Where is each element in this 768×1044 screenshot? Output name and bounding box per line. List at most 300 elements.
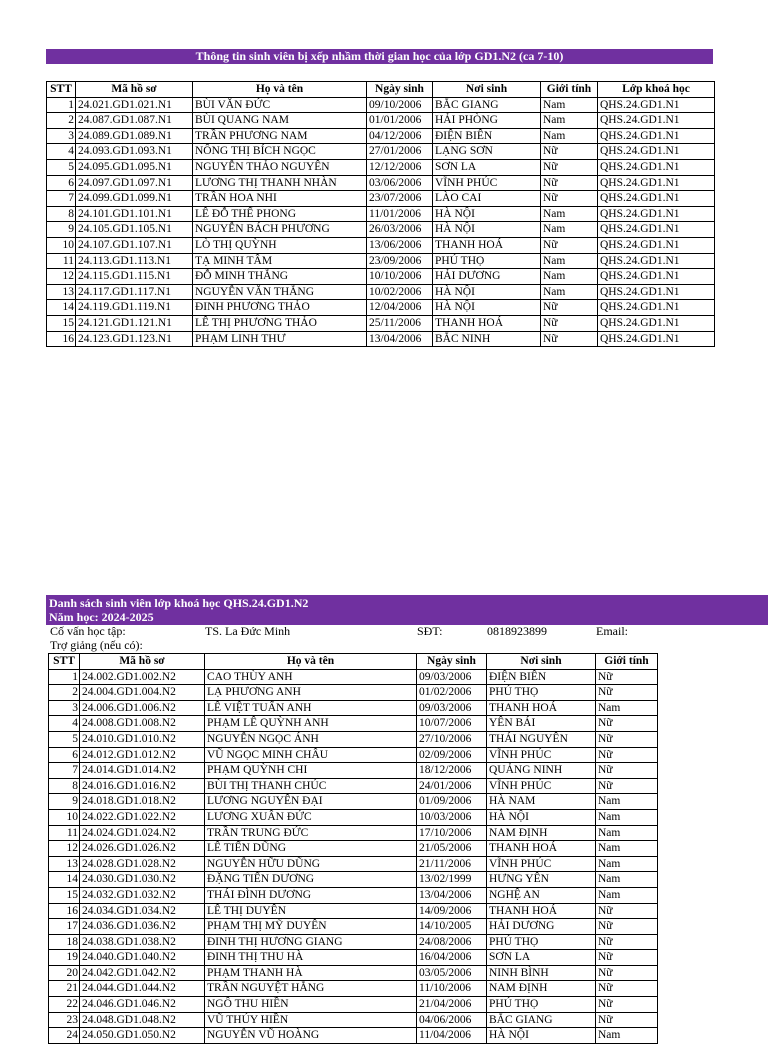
table-row bbox=[47, 237, 715, 253]
table-row bbox=[49, 825, 658, 841]
table-cell: BẮC GIANG bbox=[487, 1012, 596, 1028]
table-cell: 01/01/2006 bbox=[367, 113, 433, 129]
table-cell: TRẦN HOA NHI bbox=[193, 191, 367, 207]
table-cell: QHS.24.GD1.N1 bbox=[598, 128, 715, 144]
table-cell: YÊN BÁI bbox=[487, 716, 596, 732]
table-cell: 1 bbox=[47, 97, 76, 113]
table-cell: PHẠM LINH THƯ bbox=[193, 331, 367, 347]
table-cell: 15 bbox=[49, 887, 80, 903]
table-cell: 12/12/2006 bbox=[367, 159, 433, 175]
table-cell: Nữ bbox=[541, 191, 598, 207]
table-cell: 09/03/2006 bbox=[417, 700, 487, 716]
table-cell: QHS.24.GD1.N1 bbox=[598, 315, 715, 331]
table-cell: 16/04/2006 bbox=[417, 950, 487, 966]
table-row bbox=[49, 903, 658, 919]
table-cell: QHS.24.GD1.N1 bbox=[598, 175, 715, 191]
table-cell: LÊ THỊ DUYÊN bbox=[205, 903, 417, 919]
table-cell: HẢI DƯƠNG bbox=[487, 919, 596, 935]
table-cell: SƠN LA bbox=[487, 950, 596, 966]
table-cell: Nữ bbox=[596, 997, 658, 1013]
table-cell: 24.101.GD1.101.N1 bbox=[76, 206, 193, 222]
table-cell: 13/04/2006 bbox=[367, 331, 433, 347]
table-cell: 24.012.GD1.012.N2 bbox=[80, 747, 205, 763]
table-cell: 04/06/2006 bbox=[417, 1012, 487, 1028]
table-cell: TRẦN NGUYỆT HẰNG bbox=[205, 981, 417, 997]
table-cell: 6 bbox=[49, 747, 80, 763]
table-cell: LÀO CAI bbox=[433, 191, 541, 207]
table-cell: 26/03/2006 bbox=[367, 222, 433, 238]
table-row bbox=[47, 206, 715, 222]
table-cell: LƯƠNG THỊ THANH NHÀN bbox=[193, 175, 367, 191]
table-cell: Nữ bbox=[541, 331, 598, 347]
table-cell: HÀ NỘI bbox=[433, 222, 541, 238]
table-cell: 24.117.GD1.117.N1 bbox=[76, 284, 193, 300]
table-cell: Nam bbox=[596, 887, 658, 903]
table-cell: NGUYỄN NGỌC ÁNH bbox=[205, 731, 417, 747]
table-cell: ĐINH THỊ THU HÀ bbox=[205, 950, 417, 966]
phone-value: 0818923899 bbox=[487, 624, 547, 638]
table-cell: 24.006.GD1.006.N2 bbox=[80, 700, 205, 716]
table-cell: BẮC NINH bbox=[433, 331, 541, 347]
table-cell: 23 bbox=[49, 1012, 80, 1028]
table-cell: 14 bbox=[49, 872, 80, 888]
table-cell: HÀ NỘI bbox=[487, 1028, 596, 1044]
advisor-name: TS. La Đức Minh bbox=[205, 624, 291, 638]
table-cell: 09/03/2006 bbox=[417, 669, 487, 685]
table-cell: NGUYỄN HỮU DŨNG bbox=[205, 856, 417, 872]
table-cell: 10/10/2006 bbox=[367, 269, 433, 285]
table-cell: 17 bbox=[49, 919, 80, 935]
column-header: STT bbox=[49, 654, 80, 670]
table-cell: LẠNG SƠN bbox=[433, 144, 541, 160]
table-cell: Nam bbox=[596, 700, 658, 716]
table-row bbox=[49, 872, 658, 888]
table-cell: ĐIỆN BIÊN bbox=[433, 128, 541, 144]
table-cell: 01/09/2006 bbox=[417, 794, 487, 810]
table-cell: HƯNG YÊN bbox=[487, 872, 596, 888]
table-cell: NAM ĐỊNH bbox=[487, 825, 596, 841]
table-cell: 17/10/2006 bbox=[417, 825, 487, 841]
table-cell: NGUYỄN BÁCH PHƯƠNG bbox=[193, 222, 367, 238]
table-cell: QHS.24.GD1.N1 bbox=[598, 159, 715, 175]
table-cell: NGHỆ AN bbox=[487, 887, 596, 903]
table-cell: Nam bbox=[596, 794, 658, 810]
table-cell: 3 bbox=[49, 700, 80, 716]
table-cell: 01/02/2006 bbox=[417, 685, 487, 701]
table-cell: 24.042.GD1.042.N2 bbox=[80, 965, 205, 981]
table-cell: 25/11/2006 bbox=[367, 315, 433, 331]
table-row bbox=[47, 284, 715, 300]
table-cell: Nam bbox=[596, 841, 658, 857]
table-cell: 24.036.GD1.036.N2 bbox=[80, 919, 205, 935]
table-cell: 10/07/2006 bbox=[417, 716, 487, 732]
table-cell: Nam bbox=[541, 113, 598, 129]
table-cell: 11/04/2006 bbox=[417, 1028, 487, 1044]
table-cell: LÊ TIẾN DŨNG bbox=[205, 841, 417, 857]
table-cell: 2 bbox=[49, 685, 80, 701]
table-cell: QHS.24.GD1.N1 bbox=[598, 191, 715, 207]
table-row bbox=[49, 685, 658, 701]
table-cell: 3 bbox=[47, 128, 76, 144]
table-cell: 21/04/2006 bbox=[417, 997, 487, 1013]
table-row bbox=[47, 97, 715, 113]
table-cell: 24.016.GD1.016.N2 bbox=[80, 778, 205, 794]
table-cell: 24.097.GD1.097.N1 bbox=[76, 175, 193, 191]
table-cell: PHÚ THỌ bbox=[487, 934, 596, 950]
table-cell: 24.032.GD1.032.N2 bbox=[80, 887, 205, 903]
table-cell: VŨ THÚY HIỀN bbox=[205, 1012, 417, 1028]
table-row bbox=[49, 1012, 658, 1028]
table-cell: VĨNH PHÚC bbox=[487, 856, 596, 872]
table-cell: Nữ bbox=[596, 934, 658, 950]
table-cell: QHS.24.GD1.N1 bbox=[598, 144, 715, 160]
table-row bbox=[47, 159, 715, 175]
table-cell: 10 bbox=[47, 237, 76, 253]
table-cell: NGÔ THU HIỀN bbox=[205, 997, 417, 1013]
column-header: Ngày sinh bbox=[417, 654, 487, 670]
table-cell: HẢI PHÒNG bbox=[433, 113, 541, 129]
table-cell: 11/01/2006 bbox=[367, 206, 433, 222]
table-cell: 24.004.GD1.004.N2 bbox=[80, 685, 205, 701]
table-cell: NGUYỄN THẢO NGUYÊN bbox=[193, 159, 367, 175]
table-row bbox=[47, 253, 715, 269]
table-cell: 16 bbox=[47, 331, 76, 347]
section2-title: Danh sách sinh viên lớp khoá học QHS.24.GD1.N2 bbox=[49, 596, 309, 610]
table-cell: 24.002.GD1.002.N2 bbox=[80, 669, 205, 685]
table-cell: VŨ NGỌC MINH CHÂU bbox=[205, 747, 417, 763]
table-row bbox=[49, 981, 658, 997]
table-cell: 24.048.GD1.048.N2 bbox=[80, 1012, 205, 1028]
table-cell: 24.040.GD1.040.N2 bbox=[80, 950, 205, 966]
table-cell: QHS.24.GD1.N1 bbox=[598, 206, 715, 222]
table-cell: 13/02/1999 bbox=[417, 872, 487, 888]
table-cell: 24/08/2006 bbox=[417, 934, 487, 950]
table-cell: 12/04/2006 bbox=[367, 300, 433, 316]
table-cell: 8 bbox=[47, 206, 76, 222]
table-cell: Nữ bbox=[596, 716, 658, 732]
advisor-label: Cố vấn học tập: bbox=[50, 624, 126, 638]
table-cell: Nam bbox=[596, 856, 658, 872]
table-cell: Nam bbox=[541, 206, 598, 222]
table-cell: LƯƠNG NGUYÊN ĐẠI bbox=[205, 794, 417, 810]
table-cell: QHS.24.GD1.N1 bbox=[598, 269, 715, 285]
table-cell: 24.010.GD1.010.N2 bbox=[80, 731, 205, 747]
table-cell: Nữ bbox=[541, 315, 598, 331]
table-cell: 14 bbox=[47, 300, 76, 316]
table-cell: Nữ bbox=[596, 903, 658, 919]
table-cell: NGUYỄN VŨ HOÀNG bbox=[205, 1028, 417, 1044]
table-cell: 24.093.GD1.093.N1 bbox=[76, 144, 193, 160]
table-cell: Nam bbox=[596, 1028, 658, 1044]
table-cell: 24.105.GD1.105.N1 bbox=[76, 222, 193, 238]
table-cell: ĐỖ MINH THẮNG bbox=[193, 269, 367, 285]
table-cell: 24/01/2006 bbox=[417, 778, 487, 794]
table-cell: 27/10/2006 bbox=[417, 731, 487, 747]
table-cell: 16 bbox=[49, 903, 80, 919]
table-cell: TRẦN TRUNG ĐỨC bbox=[205, 825, 417, 841]
table-row bbox=[49, 887, 658, 903]
table-row bbox=[47, 315, 715, 331]
column-header: Họ và tên bbox=[205, 654, 417, 670]
table-cell: 24.095.GD1.095.N1 bbox=[76, 159, 193, 175]
table-cell: Nam bbox=[541, 128, 598, 144]
table-cell: Nam bbox=[596, 825, 658, 841]
table-cell: Nữ bbox=[596, 731, 658, 747]
table-cell: 6 bbox=[47, 175, 76, 191]
table-row bbox=[47, 191, 715, 207]
table-cell: 24.121.GD1.121.N1 bbox=[76, 315, 193, 331]
table-cell: 12 bbox=[49, 841, 80, 857]
table-cell: VĨNH PHÚC bbox=[433, 175, 541, 191]
table-cell: Nữ bbox=[596, 763, 658, 779]
table-row bbox=[47, 175, 715, 191]
table-cell: 4 bbox=[47, 144, 76, 160]
table-row bbox=[49, 778, 658, 794]
column-header: Họ và tên bbox=[193, 82, 367, 98]
table-cell: 24.089.GD1.089.N1 bbox=[76, 128, 193, 144]
table-row bbox=[49, 1028, 658, 1044]
table-cell: HÀ NỘI bbox=[487, 809, 596, 825]
table-cell: 10/02/2006 bbox=[367, 284, 433, 300]
table-cell: 09/10/2006 bbox=[367, 97, 433, 113]
table-cell: 9 bbox=[49, 794, 80, 810]
table-cell: Nữ bbox=[596, 981, 658, 997]
table-cell: 24.008.GD1.008.N2 bbox=[80, 716, 205, 732]
table-cell: PHÚ THỌ bbox=[487, 997, 596, 1013]
table-cell: BÙI THỊ THANH CHÚC bbox=[205, 778, 417, 794]
table-cell: 24.024.GD1.024.N2 bbox=[80, 825, 205, 841]
column-header: Giới tính bbox=[596, 654, 658, 670]
table-cell: 24.022.GD1.022.N2 bbox=[80, 809, 205, 825]
table-cell: THANH HOÁ bbox=[487, 841, 596, 857]
table-cell: 12 bbox=[47, 269, 76, 285]
table-cell: 27/01/2006 bbox=[367, 144, 433, 160]
table-cell: Nữ bbox=[541, 144, 598, 160]
table-cell: QHS.24.GD1.N1 bbox=[598, 237, 715, 253]
table-cell: SƠN LA bbox=[433, 159, 541, 175]
table-cell: 04/12/2006 bbox=[367, 128, 433, 144]
table-cell: Nam bbox=[541, 284, 598, 300]
table-row bbox=[47, 128, 715, 144]
table-cell: 24.030.GD1.030.N2 bbox=[80, 872, 205, 888]
table-cell: QHS.24.GD1.N1 bbox=[598, 300, 715, 316]
table-cell: 24.028.GD1.028.N2 bbox=[80, 856, 205, 872]
table-row bbox=[49, 856, 658, 872]
table-cell: 14/09/2006 bbox=[417, 903, 487, 919]
table-row bbox=[47, 269, 715, 285]
table-cell: Nữ bbox=[541, 237, 598, 253]
table-row bbox=[47, 113, 715, 129]
table-cell: 24.123.GD1.123.N1 bbox=[76, 331, 193, 347]
table-cell: Nam bbox=[596, 872, 658, 888]
table-cell: HÀ NỘI bbox=[433, 300, 541, 316]
column-header: Mã hồ sơ bbox=[80, 654, 205, 670]
table-cell: Nam bbox=[541, 269, 598, 285]
table-cell: 03/06/2006 bbox=[367, 175, 433, 191]
table-row bbox=[49, 919, 658, 935]
table-cell: Nữ bbox=[596, 747, 658, 763]
table-cell: QHS.24.GD1.N1 bbox=[598, 253, 715, 269]
table-cell: HẢI DƯƠNG bbox=[433, 269, 541, 285]
column-header: STT bbox=[47, 82, 76, 98]
table-cell: LẠ PHƯƠNG ANH bbox=[205, 685, 417, 701]
misassigned-students-table bbox=[46, 81, 715, 347]
phone-label: SĐT: bbox=[417, 624, 443, 638]
column-header: Nơi sinh bbox=[433, 82, 541, 98]
table-cell: THANH HOÁ bbox=[487, 700, 596, 716]
table-row bbox=[49, 841, 658, 857]
table-row bbox=[49, 934, 658, 950]
table-row bbox=[49, 763, 658, 779]
table-cell: 24.087.GD1.087.N1 bbox=[76, 113, 193, 129]
table-cell: Nam bbox=[541, 222, 598, 238]
table-cell: 23/09/2006 bbox=[367, 253, 433, 269]
column-header: Giới tính bbox=[541, 82, 598, 98]
table-cell: HÀ NỘI bbox=[433, 206, 541, 222]
table-cell: 14/10/2005 bbox=[417, 919, 487, 935]
table-cell: 1 bbox=[49, 669, 80, 685]
table-cell: Nữ bbox=[596, 919, 658, 935]
table-cell: 15 bbox=[47, 315, 76, 331]
table-cell: CAO THÙY ANH bbox=[205, 669, 417, 685]
table-row bbox=[49, 747, 658, 763]
table-cell: 24.107.GD1.107.N1 bbox=[76, 237, 193, 253]
table-cell: Nam bbox=[541, 97, 598, 113]
table-cell: Nữ bbox=[541, 175, 598, 191]
table-cell: THÁI ĐÌNH DƯƠNG bbox=[205, 887, 417, 903]
table-cell: LÒ THỊ QUỲNH bbox=[193, 237, 367, 253]
table-row bbox=[49, 700, 658, 716]
table-cell: 23/07/2006 bbox=[367, 191, 433, 207]
table-cell: PHẠM THANH HÀ bbox=[205, 965, 417, 981]
table-cell: 24.119.GD1.119.N1 bbox=[76, 300, 193, 316]
table-cell: HÀ NỘI bbox=[433, 284, 541, 300]
table-row bbox=[49, 669, 658, 685]
table-cell: 21 bbox=[49, 981, 80, 997]
table-header-row bbox=[49, 654, 658, 670]
table-cell: 24.113.GD1.113.N1 bbox=[76, 253, 193, 269]
table-cell: TRẦN PHƯƠNG NAM bbox=[193, 128, 367, 144]
table-header-row bbox=[47, 82, 715, 98]
table-cell: 10/03/2006 bbox=[417, 809, 487, 825]
column-header: Nơi sinh bbox=[487, 654, 596, 670]
table-cell: 02/09/2006 bbox=[417, 747, 487, 763]
table-cell: 24.044.GD1.044.N2 bbox=[80, 981, 205, 997]
table-row bbox=[49, 731, 658, 747]
table-cell: 24.026.GD1.026.N2 bbox=[80, 841, 205, 857]
table-cell: 13/06/2006 bbox=[367, 237, 433, 253]
table-cell: 24.046.GD1.046.N2 bbox=[80, 997, 205, 1013]
table-cell: 7 bbox=[47, 191, 76, 207]
table-cell: 20 bbox=[49, 965, 80, 981]
table-cell: 9 bbox=[47, 222, 76, 238]
table-cell: Nữ bbox=[596, 950, 658, 966]
table-cell: THANH HOÁ bbox=[487, 903, 596, 919]
column-header: Lớp khoá học bbox=[598, 82, 715, 98]
table-cell: 24.014.GD1.014.N2 bbox=[80, 763, 205, 779]
table-row bbox=[49, 716, 658, 732]
table-cell: 2 bbox=[47, 113, 76, 129]
table-cell: 18/12/2006 bbox=[417, 763, 487, 779]
table-cell: Nữ bbox=[596, 669, 658, 685]
table-cell: Nữ bbox=[596, 778, 658, 794]
table-cell: 24.034.GD1.034.N2 bbox=[80, 903, 205, 919]
table-cell: 24.018.GD1.018.N2 bbox=[80, 794, 205, 810]
table-cell: 21/05/2006 bbox=[417, 841, 487, 857]
table-cell: BẮC GIANG bbox=[433, 97, 541, 113]
table-cell: LÊ THỊ PHƯƠNG THẢO bbox=[193, 315, 367, 331]
table-cell: VĨNH PHÚC bbox=[487, 778, 596, 794]
table-cell: Nữ bbox=[541, 300, 598, 316]
table-cell: 10 bbox=[49, 809, 80, 825]
table-cell: 24.021.GD1.021.N1 bbox=[76, 97, 193, 113]
table-cell: ĐINH PHƯƠNG THẢO bbox=[193, 300, 367, 316]
table-cell: PHẠM QUỲNH CHI bbox=[205, 763, 417, 779]
class-students-table bbox=[48, 653, 658, 1044]
table-cell: 4 bbox=[49, 716, 80, 732]
table-cell: Nữ bbox=[596, 965, 658, 981]
table-row bbox=[49, 794, 658, 810]
email-label: Email: bbox=[596, 624, 628, 638]
table-cell: 24 bbox=[49, 1028, 80, 1044]
column-header: Mã hồ sơ bbox=[76, 82, 193, 98]
table-cell: LƯƠNG XUÂN ĐỨC bbox=[205, 809, 417, 825]
table-cell: BÙI VĂN ĐỨC bbox=[193, 97, 367, 113]
table-cell: VĨNH PHÚC bbox=[487, 747, 596, 763]
table-cell: 11 bbox=[47, 253, 76, 269]
table-cell: 19 bbox=[49, 950, 80, 966]
table-cell: QHS.24.GD1.N1 bbox=[598, 331, 715, 347]
table-cell: THÁI NGUYÊN bbox=[487, 731, 596, 747]
table-cell: NAM ĐỊNH bbox=[487, 981, 596, 997]
table-cell: 24.050.GD1.050.N2 bbox=[80, 1028, 205, 1044]
table-cell: Nam bbox=[596, 809, 658, 825]
table-row bbox=[49, 809, 658, 825]
table-row bbox=[47, 331, 715, 347]
table-row bbox=[47, 222, 715, 238]
table-row bbox=[49, 997, 658, 1013]
table-row bbox=[47, 144, 715, 160]
table-cell: NGUYỄN VĂN THẮNG bbox=[193, 284, 367, 300]
table-cell: 11 bbox=[49, 825, 80, 841]
table-cell: THANH HOÁ bbox=[433, 237, 541, 253]
table-cell: LÊ VIỆT TUẤN ANH bbox=[205, 700, 417, 716]
table-cell: 5 bbox=[47, 159, 76, 175]
table-cell: Nữ bbox=[596, 1012, 658, 1028]
table-cell: 11/10/2006 bbox=[417, 981, 487, 997]
table-cell: QHS.24.GD1.N1 bbox=[598, 113, 715, 129]
table-cell: PHẠM THỊ MỸ DUYÊN bbox=[205, 919, 417, 935]
table-cell: HÀ NAM bbox=[487, 794, 596, 810]
table-cell: 5 bbox=[49, 731, 80, 747]
table-cell: Nam bbox=[541, 253, 598, 269]
table-cell: 03/05/2006 bbox=[417, 965, 487, 981]
table-cell: PHÚ THỌ bbox=[487, 685, 596, 701]
table-cell: QHS.24.GD1.N1 bbox=[598, 284, 715, 300]
section2-banner bbox=[46, 595, 768, 625]
table-row bbox=[47, 300, 715, 316]
table-cell: Nữ bbox=[596, 685, 658, 701]
table-cell: 13 bbox=[49, 856, 80, 872]
table-cell: ĐINH THỊ HƯƠNG GIANG bbox=[205, 934, 417, 950]
table-cell: NINH BÌNH bbox=[487, 965, 596, 981]
table-cell: Nữ bbox=[541, 159, 598, 175]
table-cell: QHS.24.GD1.N1 bbox=[598, 97, 715, 113]
table-cell: 7 bbox=[49, 763, 80, 779]
table-cell: 13 bbox=[47, 284, 76, 300]
table-row bbox=[49, 965, 658, 981]
table-cell: THANH HOÁ bbox=[433, 315, 541, 331]
